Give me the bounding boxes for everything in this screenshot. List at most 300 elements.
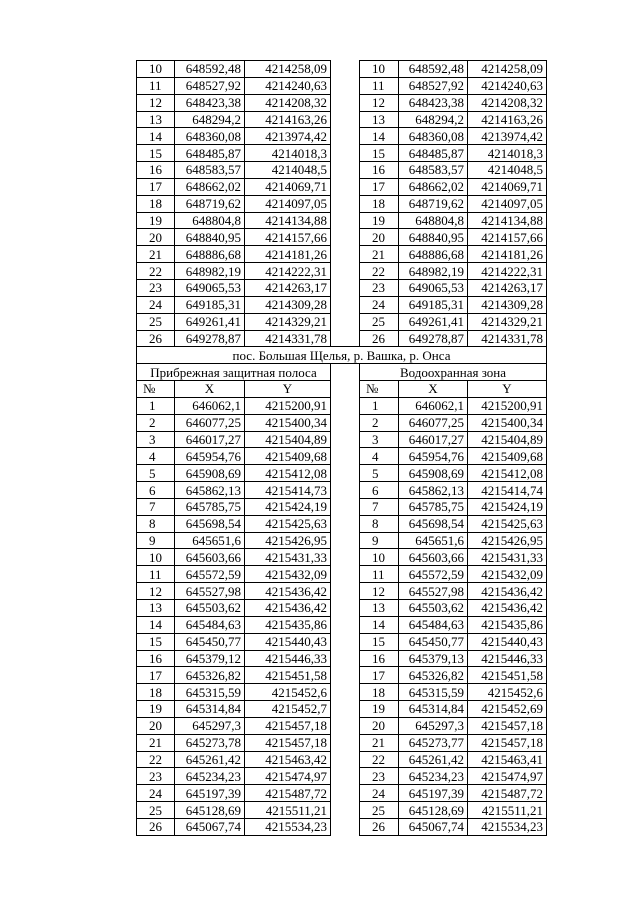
table-row xyxy=(137,246,547,263)
left-y-coordinate: 4215404,89 xyxy=(245,431,331,448)
left-x-coordinate: 645450,77 xyxy=(175,633,245,650)
left-x-coordinate: 649185,31 xyxy=(175,296,245,313)
left-x-coordinate: 645315,59 xyxy=(175,684,245,701)
left-x-coordinate: 648294,2 xyxy=(175,111,245,128)
table-row xyxy=(137,279,547,296)
right-y-coordinate: 4213974,42 xyxy=(468,128,547,145)
table-row xyxy=(137,397,547,414)
table-row xyxy=(137,178,547,195)
table-row xyxy=(137,498,547,515)
right-y-coordinate: 4214258,09 xyxy=(468,61,547,78)
right-point-number: 26 xyxy=(360,330,399,347)
column-gap xyxy=(331,61,360,78)
column-gap xyxy=(331,532,360,549)
left-x-coordinate: 645067,74 xyxy=(175,818,245,835)
right-point-number: 23 xyxy=(360,279,399,296)
left-point-number: 22 xyxy=(137,263,175,280)
column-gap xyxy=(331,330,360,347)
table-row xyxy=(137,414,547,431)
table-row xyxy=(137,465,547,482)
right-y-coordinate: 4215414,74 xyxy=(468,482,547,499)
column-gap xyxy=(331,600,360,617)
left-x-coordinate: 645197,39 xyxy=(175,785,245,802)
table-row xyxy=(137,313,547,330)
left-y-coordinate: 4215426,95 xyxy=(245,532,331,549)
left-point-number: 22 xyxy=(137,751,175,768)
right-point-number: 22 xyxy=(360,263,399,280)
column-gap xyxy=(331,94,360,111)
right-point-number: 17 xyxy=(360,178,399,195)
right-point-number: 18 xyxy=(360,684,399,701)
table-row xyxy=(137,111,547,128)
left-point-number: 11 xyxy=(137,566,175,583)
left-y-coordinate: 4215400,34 xyxy=(245,414,331,431)
right-x-coordinate: 649261,41 xyxy=(399,313,468,330)
left-x-header: X xyxy=(175,381,245,398)
left-x-coordinate: 648804,8 xyxy=(175,212,245,229)
column-gap xyxy=(331,263,360,280)
column-gap xyxy=(331,111,360,128)
right-y-coordinate: 4215424,19 xyxy=(468,498,547,515)
right-y-coordinate: 4215436,42 xyxy=(468,583,547,600)
column-gap xyxy=(331,498,360,515)
left-x-coordinate: 649261,41 xyxy=(175,313,245,330)
coastal-strip-heading: Прибрежная защитная полоса xyxy=(137,364,331,381)
right-y-coordinate: 4214222,31 xyxy=(468,263,547,280)
right-point-number: 12 xyxy=(360,94,399,111)
left-x-coordinate: 646077,25 xyxy=(175,414,245,431)
left-point-number: 16 xyxy=(137,162,175,179)
left-y-coordinate: 4215435,86 xyxy=(245,616,331,633)
left-point-number: 5 xyxy=(137,465,175,482)
left-point-number: 25 xyxy=(137,313,175,330)
right-point-number: 8 xyxy=(360,515,399,532)
right-x-coordinate: 645067,74 xyxy=(399,818,468,835)
right-x-coordinate: 648294,2 xyxy=(399,111,468,128)
right-x-coordinate: 648982,19 xyxy=(399,263,468,280)
right-y-coordinate: 4215426,95 xyxy=(468,532,547,549)
column-gap xyxy=(331,414,360,431)
column-gap xyxy=(331,296,360,313)
table-row xyxy=(137,566,547,583)
left-x-coordinate: 648982,19 xyxy=(175,263,245,280)
right-y-coordinate: 4215440,43 xyxy=(468,633,547,650)
column-headers-row xyxy=(137,381,547,398)
left-y-coordinate: 4215424,19 xyxy=(245,498,331,515)
left-x-coordinate: 645954,76 xyxy=(175,448,245,465)
column-gap xyxy=(331,465,360,482)
left-x-coordinate: 648423,38 xyxy=(175,94,245,111)
right-point-number: 11 xyxy=(360,566,399,583)
right-x-coordinate: 645234,23 xyxy=(399,768,468,785)
left-y-coordinate: 4215436,42 xyxy=(245,583,331,600)
right-y-coordinate: 4214329,21 xyxy=(468,313,547,330)
right-point-number: 14 xyxy=(360,616,399,633)
right-x-coordinate: 645273,77 xyxy=(399,734,468,751)
table-row xyxy=(137,768,547,785)
left-point-number: 17 xyxy=(137,667,175,684)
column-gap xyxy=(331,802,360,819)
right-y-coordinate: 4215432,09 xyxy=(468,566,547,583)
column-gap xyxy=(331,633,360,650)
left-y-coordinate: 4215425,63 xyxy=(245,515,331,532)
column-gap xyxy=(331,566,360,583)
left-point-number: 18 xyxy=(137,684,175,701)
left-x-coordinate: 648662,02 xyxy=(175,178,245,195)
right-x-coordinate: 645484,63 xyxy=(399,616,468,633)
right-point-number: 17 xyxy=(360,667,399,684)
table-row xyxy=(137,263,547,280)
right-y-coordinate: 4215452,69 xyxy=(468,701,547,718)
column-gap xyxy=(331,145,360,162)
left-y-coordinate: 4215436,42 xyxy=(245,600,331,617)
right-x-coordinate: 649065,53 xyxy=(399,279,468,296)
left-point-number: 11 xyxy=(137,77,175,94)
right-point-number: 2 xyxy=(360,414,399,431)
left-point-number: 3 xyxy=(137,431,175,448)
water-protection-zone-heading: Водоохранная зона xyxy=(360,364,547,381)
left-point-number: 4 xyxy=(137,448,175,465)
table-row xyxy=(137,650,547,667)
left-point-number: 19 xyxy=(137,212,175,229)
left-y-coordinate: 4215431,33 xyxy=(245,549,331,566)
left-x-coordinate: 648485,87 xyxy=(175,145,245,162)
right-x-coordinate: 648886,68 xyxy=(399,246,468,263)
column-gap xyxy=(331,818,360,835)
left-x-coordinate: 645603,66 xyxy=(175,549,245,566)
right-point-number: 14 xyxy=(360,128,399,145)
left-point-number: 7 xyxy=(137,498,175,515)
right-point-number: 19 xyxy=(360,701,399,718)
right-x-coordinate: 645197,39 xyxy=(399,785,468,802)
right-point-number: 23 xyxy=(360,768,399,785)
right-x-coordinate: 645503,62 xyxy=(399,600,468,617)
column-gap xyxy=(331,229,360,246)
right-point-number: 16 xyxy=(360,650,399,667)
right-point-number: 11 xyxy=(360,77,399,94)
left-y-coordinate: 4214263,17 xyxy=(245,279,331,296)
right-x-coordinate: 648804,8 xyxy=(399,212,468,229)
left-x-coordinate: 648527,92 xyxy=(175,77,245,94)
right-point-number: 5 xyxy=(360,465,399,482)
left-point-number: 18 xyxy=(137,195,175,212)
column-gap xyxy=(331,178,360,195)
right-y-coordinate: 4215534,23 xyxy=(468,818,547,835)
right-x-coordinate: 645128,69 xyxy=(399,802,468,819)
right-point-number: 24 xyxy=(360,785,399,802)
right-y-coordinate: 4214018,3 xyxy=(468,145,547,162)
left-point-number: 9 xyxy=(137,532,175,549)
right-x-coordinate: 648840,95 xyxy=(399,229,468,246)
right-point-number: 10 xyxy=(360,549,399,566)
right-x-coordinate: 648527,92 xyxy=(399,77,468,94)
left-y-coordinate: 4215463,42 xyxy=(245,751,331,768)
left-y-coordinate: 4214240,63 xyxy=(245,77,331,94)
right-y-coordinate: 4215431,33 xyxy=(468,549,547,566)
table-row xyxy=(137,94,547,111)
left-x-coordinate: 648719,62 xyxy=(175,195,245,212)
left-y-coordinate: 4214222,31 xyxy=(245,263,331,280)
right-y-coordinate: 4215436,42 xyxy=(468,600,547,617)
left-y-coordinate: 4215409,68 xyxy=(245,448,331,465)
right-x-coordinate: 646062,1 xyxy=(399,397,468,414)
right-y-coordinate: 4214263,17 xyxy=(468,279,547,296)
table-row xyxy=(137,684,547,701)
right-point-number: 19 xyxy=(360,212,399,229)
column-gap xyxy=(331,246,360,263)
table-row xyxy=(137,296,547,313)
column-gap xyxy=(331,279,360,296)
right-point-number: 21 xyxy=(360,734,399,751)
top-coordinates-section xyxy=(137,61,547,347)
column-gap xyxy=(331,768,360,785)
table-row xyxy=(137,600,547,617)
left-x-coordinate: 645484,63 xyxy=(175,616,245,633)
column-gap xyxy=(331,397,360,414)
right-x-coordinate: 648662,02 xyxy=(399,178,468,195)
left-x-coordinate: 645785,75 xyxy=(175,498,245,515)
left-point-number: 25 xyxy=(137,802,175,819)
table-row xyxy=(137,667,547,684)
right-y-coordinate: 4215487,72 xyxy=(468,785,547,802)
right-y-header: Y xyxy=(468,381,547,398)
right-y-coordinate: 4215412,08 xyxy=(468,465,547,482)
table-row xyxy=(137,515,547,532)
column-gap xyxy=(331,515,360,532)
left-num-header: № xyxy=(137,381,175,398)
table-row xyxy=(137,431,547,448)
right-y-coordinate: 4215400,34 xyxy=(468,414,547,431)
left-x-coordinate: 645698,54 xyxy=(175,515,245,532)
left-y-coordinate: 4215440,43 xyxy=(245,633,331,650)
right-y-coordinate: 4214157,66 xyxy=(468,229,547,246)
left-point-number: 15 xyxy=(137,145,175,162)
table-row xyxy=(137,195,547,212)
left-point-number: 12 xyxy=(137,94,175,111)
right-point-number: 15 xyxy=(360,633,399,650)
right-x-coordinate: 648592,48 xyxy=(399,61,468,78)
column-gap xyxy=(331,650,360,667)
table-row xyxy=(137,61,547,78)
left-x-coordinate: 645379,12 xyxy=(175,650,245,667)
right-point-number: 10 xyxy=(360,61,399,78)
left-y-coordinate: 4214097,05 xyxy=(245,195,331,212)
column-gap xyxy=(331,667,360,684)
right-x-coordinate: 645603,66 xyxy=(399,549,468,566)
right-x-coordinate: 648583,57 xyxy=(399,162,468,179)
table-row xyxy=(137,145,547,162)
column-gap xyxy=(331,313,360,330)
column-gap xyxy=(331,128,360,145)
right-y-coordinate: 4215511,21 xyxy=(468,802,547,819)
right-y-coordinate: 4214134,88 xyxy=(468,212,547,229)
right-x-coordinate: 648423,38 xyxy=(399,94,468,111)
table-row xyxy=(137,802,547,819)
left-point-number: 24 xyxy=(137,785,175,802)
left-x-coordinate: 648840,95 xyxy=(175,229,245,246)
table-row xyxy=(137,549,547,566)
right-point-number: 3 xyxy=(360,431,399,448)
right-x-coordinate: 645954,76 xyxy=(399,448,468,465)
right-y-coordinate: 4215446,33 xyxy=(468,650,547,667)
right-y-coordinate: 4215425,63 xyxy=(468,515,547,532)
left-point-number: 26 xyxy=(137,330,175,347)
right-y-coordinate: 4214069,71 xyxy=(468,178,547,195)
left-point-number: 10 xyxy=(137,61,175,78)
left-x-coordinate: 645572,59 xyxy=(175,566,245,583)
left-y-coordinate: 4215534,23 xyxy=(245,818,331,835)
right-x-coordinate: 645698,54 xyxy=(399,515,468,532)
right-x-coordinate: 645379,13 xyxy=(399,650,468,667)
column-gap xyxy=(331,549,360,566)
section-title-row xyxy=(137,347,547,364)
right-x-coordinate: 648485,87 xyxy=(399,145,468,162)
left-point-number: 2 xyxy=(137,414,175,431)
left-x-coordinate: 645862,13 xyxy=(175,482,245,499)
right-x-coordinate: 649278,87 xyxy=(399,330,468,347)
left-x-coordinate: 645503,62 xyxy=(175,600,245,617)
left-point-number: 16 xyxy=(137,650,175,667)
column-gap xyxy=(331,162,360,179)
left-x-coordinate: 648360,08 xyxy=(175,128,245,145)
left-y-coordinate: 4214181,26 xyxy=(245,246,331,263)
column-gap xyxy=(331,684,360,701)
left-point-number: 1 xyxy=(137,397,175,414)
left-y-coordinate: 4214331,78 xyxy=(245,330,331,347)
table-row xyxy=(137,330,547,347)
left-x-coordinate: 645128,69 xyxy=(175,802,245,819)
right-x-coordinate: 646017,27 xyxy=(399,431,468,448)
column-gap xyxy=(331,482,360,499)
left-y-header: Y xyxy=(245,381,331,398)
table-row xyxy=(137,785,547,802)
right-y-coordinate: 4214097,05 xyxy=(468,195,547,212)
right-point-number: 25 xyxy=(360,802,399,819)
left-y-coordinate: 4215457,18 xyxy=(245,717,331,734)
column-gap xyxy=(331,381,360,398)
left-point-number: 23 xyxy=(137,768,175,785)
left-point-number: 10 xyxy=(137,549,175,566)
right-x-coordinate: 645572,59 xyxy=(399,566,468,583)
left-y-coordinate: 4214208,32 xyxy=(245,94,331,111)
table-row xyxy=(137,212,547,229)
left-y-coordinate: 4214309,28 xyxy=(245,296,331,313)
left-y-coordinate: 4215446,33 xyxy=(245,650,331,667)
right-x-coordinate: 645450,77 xyxy=(399,633,468,650)
left-point-number: 17 xyxy=(137,178,175,195)
right-point-number: 25 xyxy=(360,313,399,330)
column-gap xyxy=(331,195,360,212)
left-y-coordinate: 4215414,73 xyxy=(245,482,331,499)
right-point-number: 22 xyxy=(360,751,399,768)
right-x-coordinate: 645326,82 xyxy=(399,667,468,684)
left-x-coordinate: 645326,82 xyxy=(175,667,245,684)
table-row xyxy=(137,616,547,633)
left-point-number: 15 xyxy=(137,633,175,650)
column-gap xyxy=(331,212,360,229)
right-y-coordinate: 4215451,58 xyxy=(468,667,547,684)
right-y-coordinate: 4214208,32 xyxy=(468,94,547,111)
left-x-coordinate: 645314,84 xyxy=(175,701,245,718)
left-y-coordinate: 4215452,6 xyxy=(245,684,331,701)
column-gap xyxy=(331,734,360,751)
table-row xyxy=(137,128,547,145)
left-y-coordinate: 4214329,21 xyxy=(245,313,331,330)
column-gap xyxy=(331,717,360,734)
left-point-number: 12 xyxy=(137,583,175,600)
right-y-coordinate: 4214331,78 xyxy=(468,330,547,347)
left-point-number: 13 xyxy=(137,111,175,128)
left-x-coordinate: 645261,42 xyxy=(175,751,245,768)
right-point-number: 6 xyxy=(360,482,399,499)
left-x-coordinate: 648592,48 xyxy=(175,61,245,78)
table-row xyxy=(137,701,547,718)
table-row xyxy=(137,532,547,549)
left-point-number: 26 xyxy=(137,818,175,835)
left-x-coordinate: 649065,53 xyxy=(175,279,245,296)
column-gap xyxy=(331,431,360,448)
right-point-number: 16 xyxy=(360,162,399,179)
column-gap xyxy=(331,751,360,768)
right-x-coordinate: 645261,42 xyxy=(399,751,468,768)
left-x-coordinate: 646062,1 xyxy=(175,397,245,414)
right-point-number: 20 xyxy=(360,717,399,734)
right-x-coordinate: 645527,98 xyxy=(399,583,468,600)
right-x-coordinate: 645862,13 xyxy=(399,482,468,499)
left-y-coordinate: 4215432,09 xyxy=(245,566,331,583)
right-point-number: 9 xyxy=(360,532,399,549)
left-y-coordinate: 4214157,66 xyxy=(245,229,331,246)
right-y-coordinate: 4215435,86 xyxy=(468,616,547,633)
table-row xyxy=(137,448,547,465)
right-point-number: 13 xyxy=(360,111,399,128)
table-row xyxy=(137,162,547,179)
left-point-number: 24 xyxy=(137,296,175,313)
left-x-coordinate: 645651,6 xyxy=(175,532,245,549)
right-point-number: 26 xyxy=(360,818,399,835)
left-point-number: 13 xyxy=(137,600,175,617)
left-y-coordinate: 4214258,09 xyxy=(245,61,331,78)
right-point-number: 20 xyxy=(360,229,399,246)
section-header xyxy=(137,347,547,398)
left-point-number: 23 xyxy=(137,279,175,296)
table-row xyxy=(137,734,547,751)
right-y-coordinate: 4215457,18 xyxy=(468,717,547,734)
right-x-coordinate: 645297,3 xyxy=(399,717,468,734)
right-point-number: 12 xyxy=(360,583,399,600)
right-x-coordinate: 645315,59 xyxy=(399,684,468,701)
left-x-coordinate: 645527,98 xyxy=(175,583,245,600)
right-y-coordinate: 4215474,97 xyxy=(468,768,547,785)
left-point-number: 20 xyxy=(137,717,175,734)
coordinates-table xyxy=(136,60,547,836)
right-y-coordinate: 4215200,91 xyxy=(468,397,547,414)
left-x-coordinate: 645273,78 xyxy=(175,734,245,751)
left-x-coordinate: 645234,23 xyxy=(175,768,245,785)
bottom-coordinates-section xyxy=(137,397,547,835)
left-point-number: 14 xyxy=(137,128,175,145)
right-y-coordinate: 4214181,26 xyxy=(468,246,547,263)
zone-headings-row xyxy=(137,364,547,381)
table-row xyxy=(137,583,547,600)
left-y-coordinate: 4215452,7 xyxy=(245,701,331,718)
right-num-header: № xyxy=(360,381,399,398)
right-x-coordinate: 645785,75 xyxy=(399,498,468,515)
right-point-number: 4 xyxy=(360,448,399,465)
left-point-number: 19 xyxy=(137,701,175,718)
left-y-coordinate: 4214048,5 xyxy=(245,162,331,179)
column-gap xyxy=(331,785,360,802)
